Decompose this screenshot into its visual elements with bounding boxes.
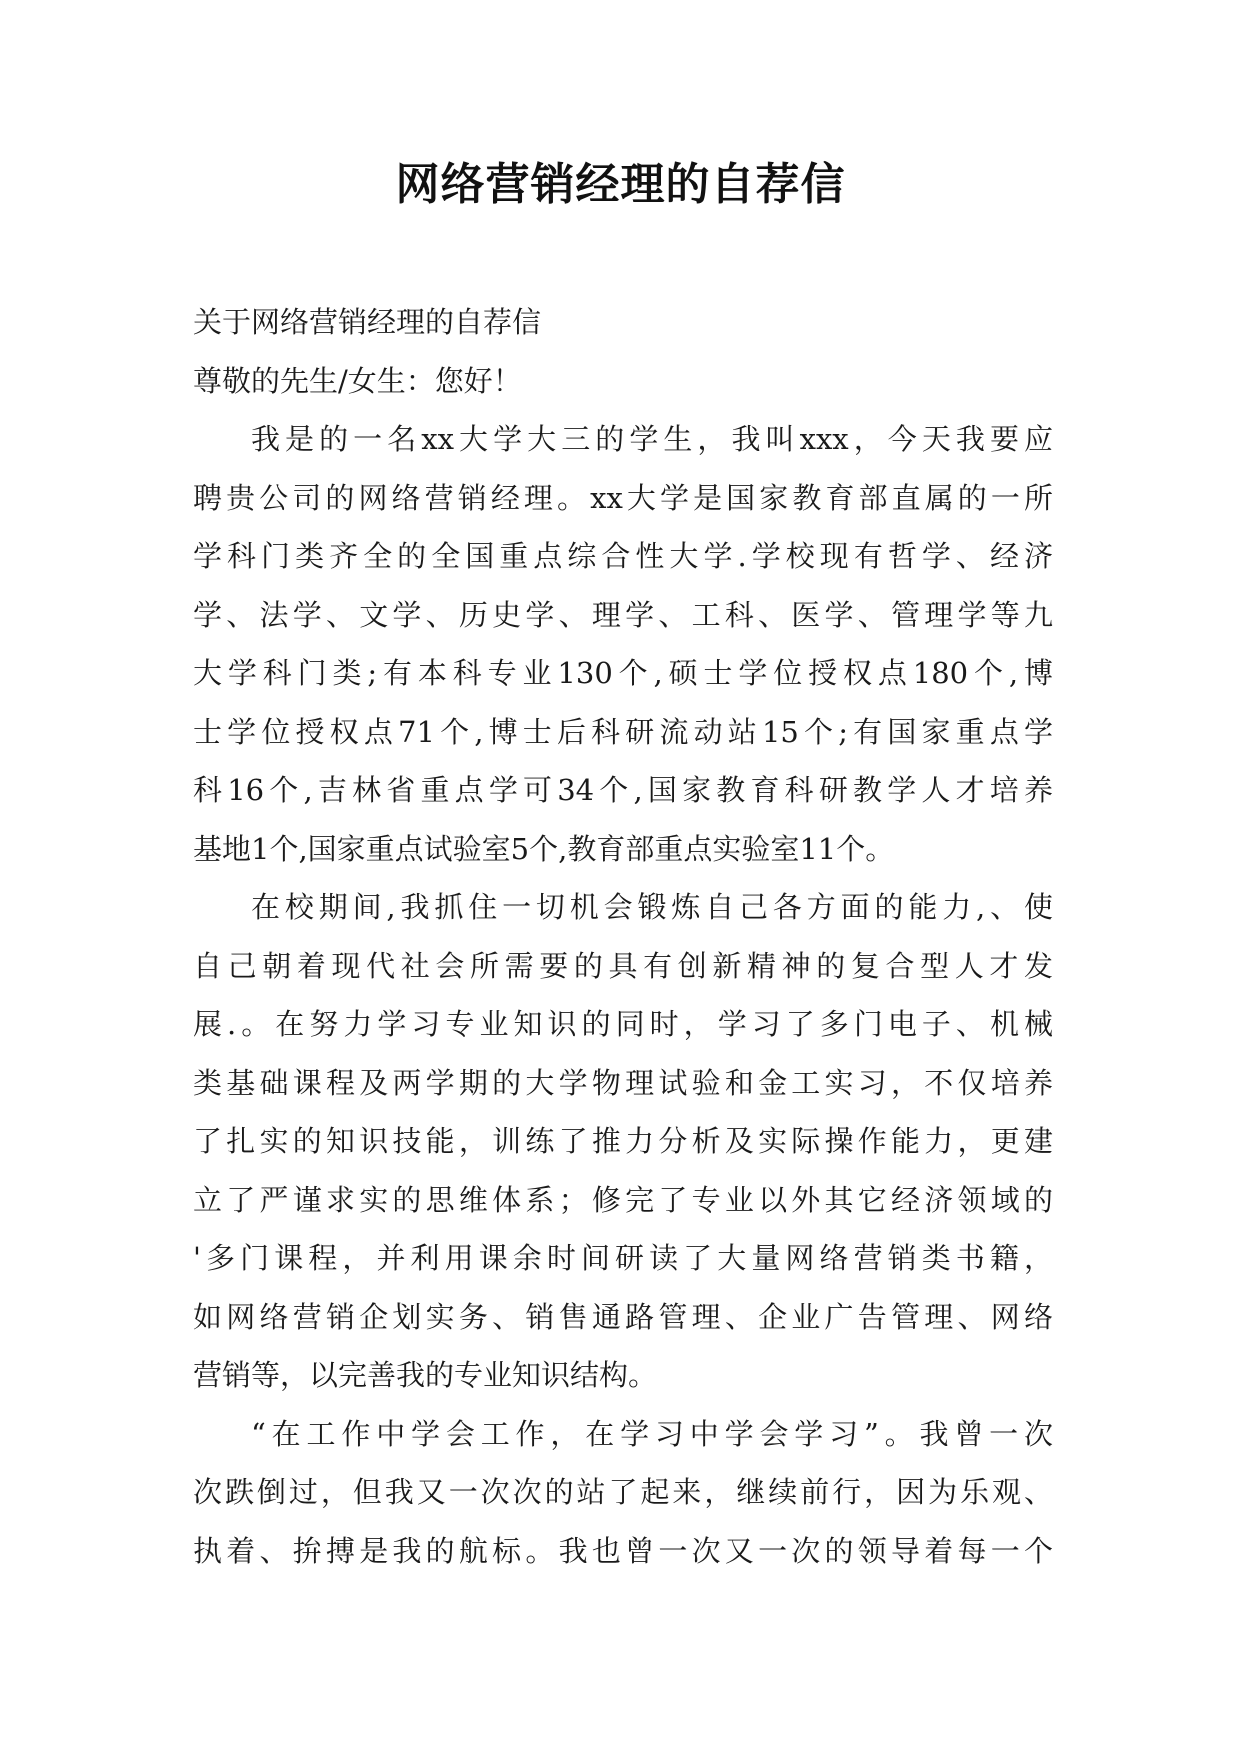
paragraph-3-line: 执着、拚搏是我的航标。我也曾一次又一次的领导着每一个 [193, 1533, 1053, 1568]
paragraph-1-line: 基地1个,国家重点试验室5个,教育部重点实验室11个。 [193, 831, 895, 866]
paragraph-3-line: 次跌倒过，但我又一次次的站了起来，继续前行，因为乐观、 [193, 1475, 1053, 1509]
letter-subject: 关于网络营销经理的自荐信 [193, 305, 542, 339]
paragraph-3-line: “在工作中学会工作，在学习中学会学习”。我曾一次 [251, 1416, 1053, 1451]
paragraph-2-line: 了扎实的知识技能，训练了推力分析及实际操作能力，更建 [193, 1124, 1053, 1158]
letter-body [193, 293, 1053, 1580]
paragraph-2-line: 在校期间,我抓住一切机会锻炼自己各方面的能力,、使 [251, 890, 1053, 924]
paragraph-2-line: 如网络营销企划实务、销售通路管理、企业广告管理、网络 [193, 1299, 1053, 1334]
paragraph-2-line: 立了严谨求实的思维体系；修完了专业以外其它经济领域的 [193, 1182, 1053, 1217]
paragraph-1-line: 学、法学、文学、历史学、理学、工科、医学、管理学等九 [193, 597, 1053, 632]
paragraph-1-line: 学科门类齐全的全国重点综合性大学.学校现有哲学、经济 [193, 539, 1053, 573]
paragraph-1-line: 聘贵公司的网络营销经理。xx大学是国家教育部直属的一所 [193, 480, 1053, 515]
paragraph-2-line: 营销等，以完善我的专业知识结构。 [193, 1358, 658, 1392]
paragraph-2-line: 自己朝着现代社会所需要的具有创新精神的复合型人才发 [193, 948, 1053, 983]
paragraph-1-line: 科16个,吉林省重点学可34个,国家教育科研教学人才培养 [193, 773, 1053, 807]
document-title: 网络营销经理的自荐信 [395, 159, 846, 210]
paragraph-1-line: 士学位授权点71个,博士后科研流动站15个;有国家重点学 [193, 714, 1053, 749]
paragraph-1-line: 大学科门类;有本科专业130个,硕士学位授权点180个,博 [193, 656, 1053, 690]
paragraph-1-line: 我是的一名xx大学大三的学生，我叫xxx，今天我要应 [251, 422, 1053, 456]
letter-salutation: 尊敬的先生/女生：您好！ [193, 363, 522, 398]
paragraph-2-line: 展.。在努力学习专业知识的同时，学习了多门电子、机械 [193, 1007, 1053, 1041]
paragraph-2-line: '多门课程，并利用课余时间研读了大量网络营销类书籍， [193, 1241, 1053, 1275]
paragraph-2-line: 类基础课程及两学期的大学物理试验和金工实习，不仅培养 [193, 1065, 1053, 1100]
